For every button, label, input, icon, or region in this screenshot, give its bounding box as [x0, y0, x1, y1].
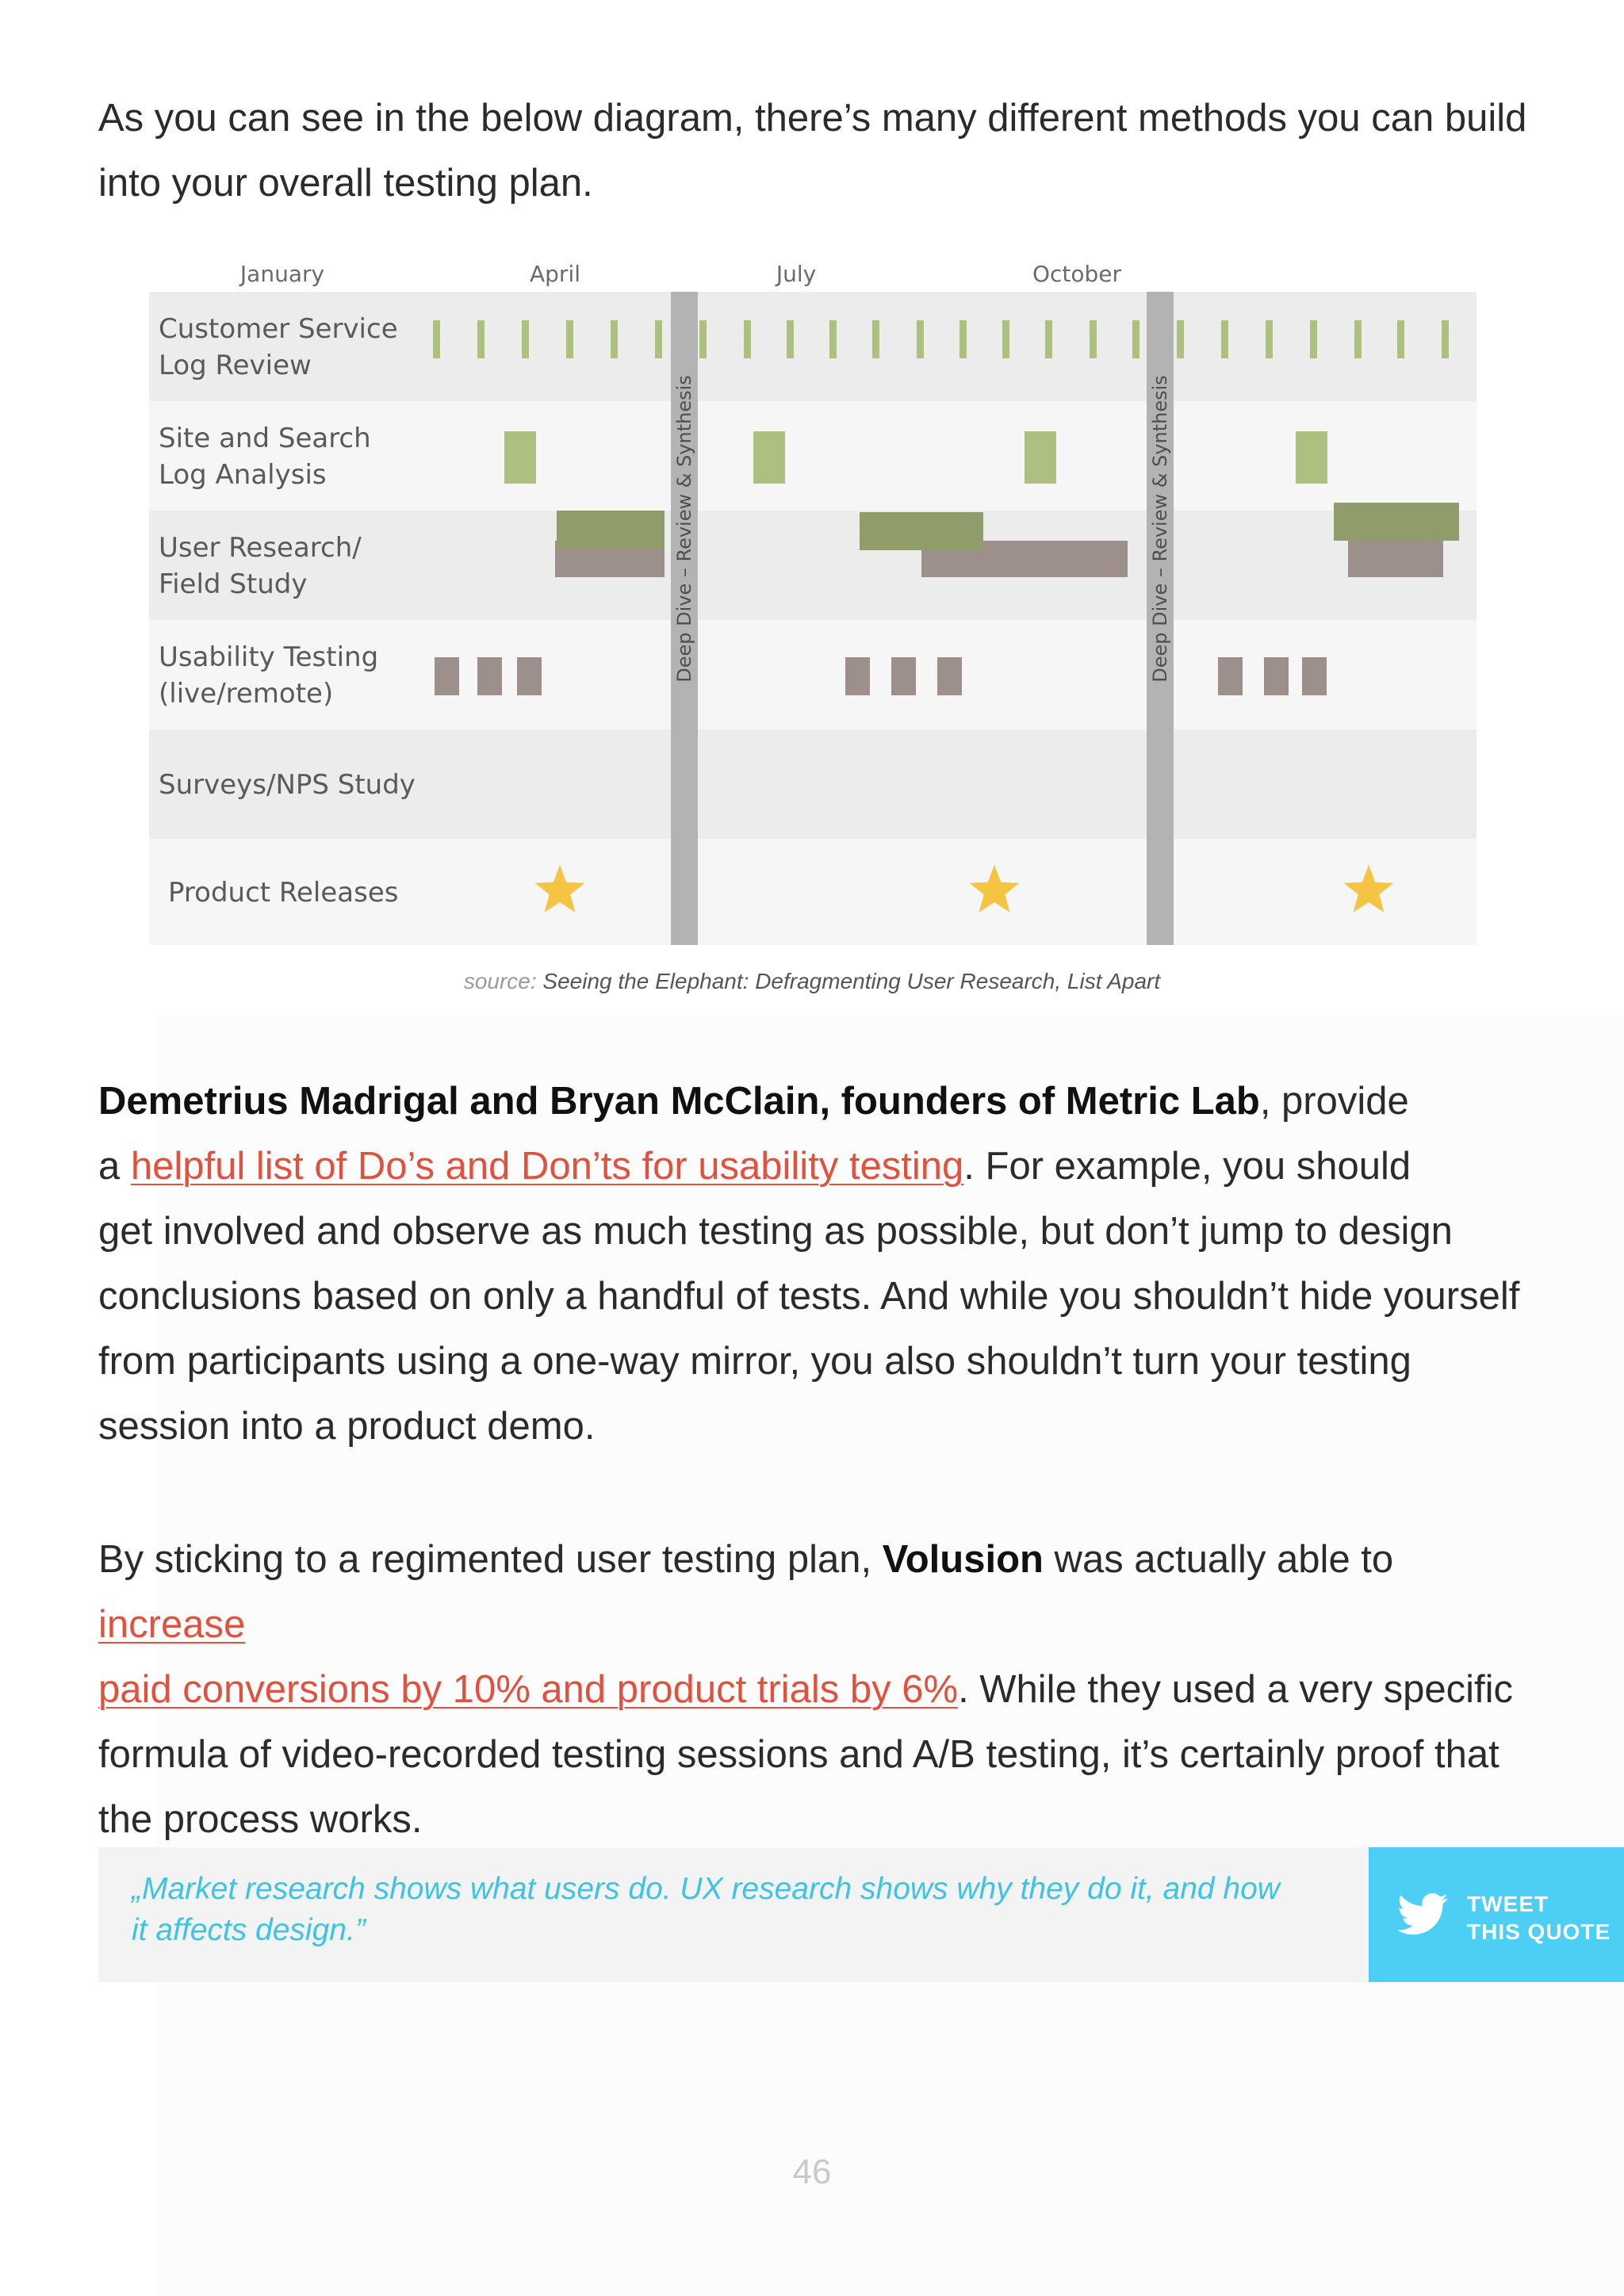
quote-line-1: „Market research shows what users do. UX research shows why they do it, and how	[132, 1872, 1280, 1906]
survey-bar	[1334, 503, 1459, 541]
log-review-tick	[522, 320, 529, 358]
log-review-tick	[744, 320, 751, 358]
para3-prefix: By sticking to a regimented user testing plan,	[98, 1538, 883, 1581]
tweet-label-line-2: THIS QUOTE	[1467, 1919, 1611, 1944]
survey-bar	[860, 512, 983, 550]
log-review-tick	[699, 320, 707, 358]
log-review-tick	[1045, 320, 1052, 358]
diagram-row-band	[149, 401, 1477, 511]
log-review-tick	[1354, 320, 1362, 358]
intro-paragraph	[98, 86, 1542, 216]
caption-source-text: Seeing the Elephant: Defragmenting User Research, List Apart	[536, 969, 1161, 993]
row-label-line: Log Analysis	[159, 459, 327, 491]
usability-test-square	[891, 657, 916, 695]
row-label-line: Site and Search	[159, 423, 371, 454]
metric-lab-paragraph	[98, 1069, 1542, 1459]
usability-test-square	[1302, 657, 1327, 695]
field-study-bar	[1348, 541, 1443, 577]
usability-test-square	[845, 657, 870, 695]
row-label-line: Customer Service	[159, 313, 398, 345]
log-review-tick	[566, 320, 573, 358]
tweet-quote-button[interactable]	[1369, 1847, 1624, 1982]
para3-line-3: formula of video-recorded testing sessions and A/B testing, it’s certainly proof that	[98, 1733, 1500, 1776]
log-review-tick	[477, 320, 485, 358]
para2-line-6: session into a product demo.	[98, 1405, 596, 1448]
log-review-tick	[872, 320, 879, 358]
month-label-july: July	[776, 261, 817, 287]
row-label-line: Surveys/NPS Study	[159, 769, 416, 801]
survey-bar	[557, 511, 665, 549]
log-review-tick	[1090, 320, 1097, 358]
para3-suffix: . While they used a very specific	[958, 1668, 1513, 1711]
twitter-bird-icon	[1397, 1893, 1448, 1936]
diagram-row-band	[149, 511, 1477, 620]
month-label-october: October	[1032, 261, 1122, 287]
dos-donts-link[interactable]: helpful list of Do’s and Don’ts for usability testing	[130, 1145, 964, 1188]
usability-test-square	[435, 657, 459, 695]
row-label-line: Field Study	[159, 568, 308, 600]
log-review-tick	[829, 320, 837, 358]
testing-plan-diagram	[149, 247, 1477, 945]
quote-text	[132, 1869, 1305, 1951]
log-analysis-block	[1296, 431, 1327, 484]
diagram-canvas	[149, 247, 1477, 945]
log-analysis-block	[753, 431, 785, 484]
deep-dive-label: Deep Dive – Review & Synthesis	[673, 375, 695, 683]
page-number: 46	[792, 2152, 832, 2191]
log-review-tick	[1002, 320, 1009, 358]
metric-lab-founders: Demetrius Madrigal and Bryan McClain, founders of Metric Lab	[98, 1080, 1260, 1123]
log-analysis-block	[504, 431, 536, 484]
log-review-tick	[1177, 320, 1184, 358]
log-review-tick	[787, 320, 794, 358]
volusion-paragraph	[98, 1527, 1542, 1852]
log-analysis-block	[1025, 431, 1056, 484]
row-label-line: Log Review	[159, 350, 312, 381]
log-review-tick	[433, 320, 440, 358]
usability-test-square	[1264, 657, 1289, 695]
para2-line2-prefix: a	[98, 1145, 131, 1188]
log-review-tick	[1397, 320, 1404, 358]
figure-caption	[0, 969, 1624, 994]
usability-test-square	[517, 657, 542, 695]
volusion-link-part-1[interactable]: increase	[98, 1603, 246, 1646]
month-label-january: January	[239, 261, 325, 287]
tweet-label[interactable]	[1467, 1890, 1618, 1946]
usability-test-square	[1218, 657, 1243, 695]
para3-middle: was actually able to	[1043, 1538, 1394, 1581]
para2-line-5: from participants using a one-way mirror, you also shouldn’t turn your testing	[98, 1340, 1411, 1383]
usability-test-square	[937, 657, 962, 695]
log-review-tick	[1266, 320, 1273, 358]
log-review-tick	[1310, 320, 1317, 358]
volusion-name: Volusion	[882, 1538, 1044, 1581]
para2-line-3: get involved and observe as much testing as possible, but don’t jump to design	[98, 1210, 1453, 1253]
log-review-tick	[917, 320, 924, 358]
log-review-tick	[959, 320, 967, 358]
row-label-line: (live/remote)	[159, 678, 334, 710]
row-label-line: User Research/	[159, 532, 362, 564]
log-review-tick	[1221, 320, 1228, 358]
row-label-line: Usability Testing	[159, 641, 379, 673]
deep-dive-label: Deep Dive – Review & Synthesis	[1149, 375, 1171, 683]
log-review-tick	[611, 320, 618, 358]
usability-test-square	[477, 657, 502, 695]
log-review-tick	[1132, 320, 1139, 358]
log-review-tick	[655, 320, 662, 358]
para2-line-4: conclusions based on only a handful of tests. And while you shouldn’t hide yourself	[98, 1275, 1520, 1318]
tweet-label-line-1: TWEET	[1467, 1892, 1549, 1916]
log-review-tick	[1442, 320, 1449, 358]
row-label-line: Product Releases	[168, 877, 399, 909]
para2-after-bold: , provide	[1259, 1080, 1409, 1123]
quote-line-2: it affects design.”	[132, 1913, 366, 1947]
para3-line-4: the process works.	[98, 1798, 423, 1841]
caption-source-label: source:	[463, 969, 537, 993]
diagram-row-band	[149, 292, 1477, 401]
para2-line2-suffix: . For example, you should	[963, 1145, 1411, 1188]
volusion-link-part-2[interactable]: paid conversions by 10% and product trials by 6%	[98, 1668, 959, 1711]
intro-line-2: into your overall testing plan.	[98, 162, 593, 205]
intro-line-1: As you can see in the below diagram, there’s many different methods you can build	[98, 97, 1527, 140]
month-label-april: April	[530, 261, 580, 287]
